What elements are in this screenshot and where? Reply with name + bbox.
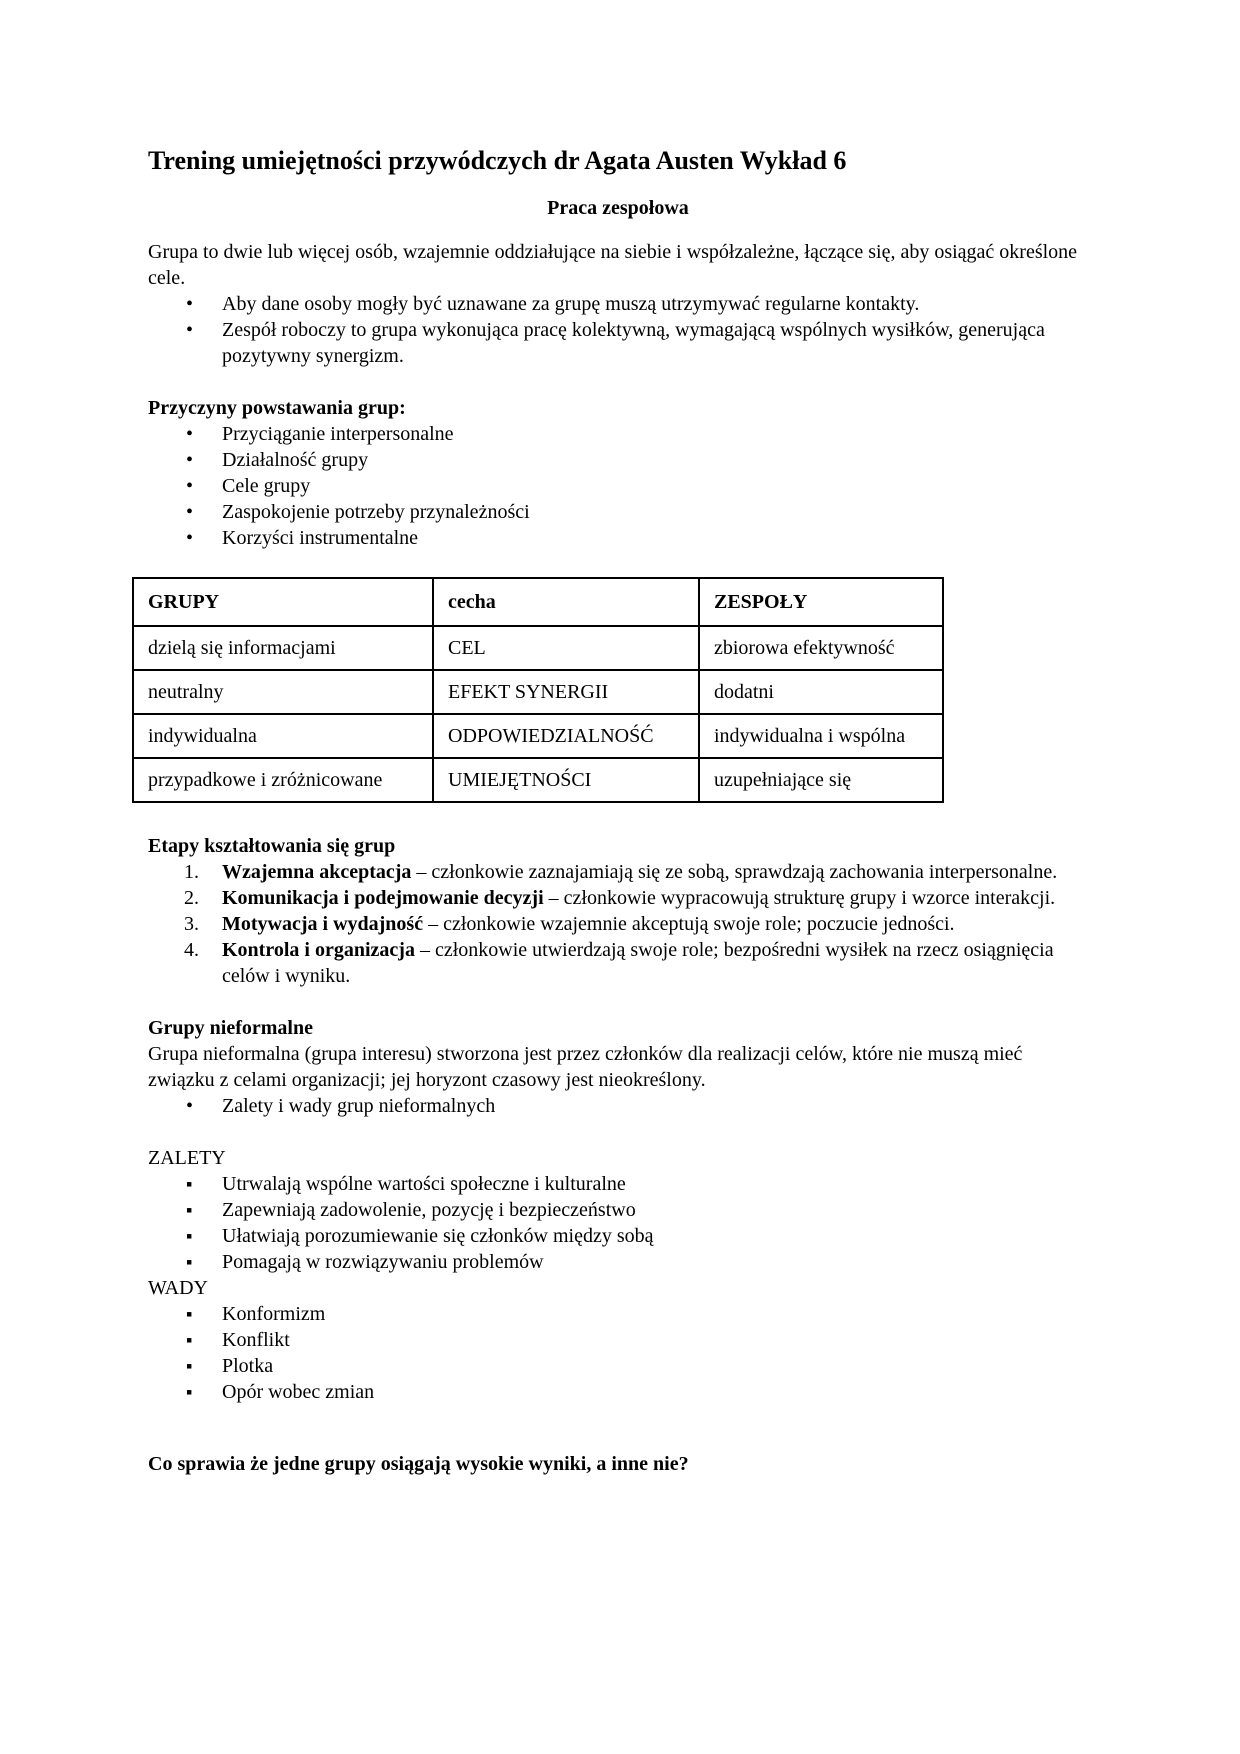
list-item: • Aby dane osoby mogły być uznawane za grupę muszą utrzymywać regularne kontakty. xyxy=(148,291,1088,317)
stage-term: Motywacja i wydajność xyxy=(222,913,424,935)
stage-term: Kontrola i organizacja xyxy=(222,939,415,961)
table-cell: dodatni xyxy=(699,670,943,714)
table-cell: uzupełniające się xyxy=(699,758,943,802)
intro-paragraph: Grupa to dwie lub więcej osób, wzajemnie oddziałujące na siebie i współzależne, łączące się, aby osiągać określone cele. xyxy=(148,241,1078,289)
table-cell: ODPOWIEDZIALNOŚĆ xyxy=(433,714,699,758)
list-item: • Korzyści instrumentalne xyxy=(148,525,1088,551)
stage-description: – członkowie zaznajamiają się ze sobą, sprawdzają zachowania interpersonalne. xyxy=(411,861,1058,883)
table-cell: dzielą się informacjami xyxy=(133,626,433,670)
table-cell: neutralny xyxy=(133,670,433,714)
list-number: 4. xyxy=(184,939,199,961)
list-item: ▪ Ułatwiają porozumiewanie się członków między sobą xyxy=(148,1223,1088,1249)
table-cell: indywidualna i wspólna xyxy=(699,714,943,758)
list-item: • Zaspokojenie potrzeby przynależności xyxy=(148,499,1088,525)
stage-description: – członkowie wypracowują strukturę grupy i wzorce interakcji. xyxy=(543,887,1056,909)
list-item: • Przyciąganie interpersonalne xyxy=(148,421,1088,447)
informal-bullet-list xyxy=(148,1093,1088,1119)
table-header-cell: cecha xyxy=(433,578,699,626)
list-number: 2. xyxy=(184,887,199,909)
causes-heading: Przyczyny powstawania grup: xyxy=(148,397,406,419)
stage-term: Wzajemna akceptacja xyxy=(222,861,412,883)
pros-heading: ZALETY xyxy=(148,1147,226,1169)
pros-list xyxy=(148,1171,1088,1275)
list-item xyxy=(148,859,1088,885)
table-cell: zbiorowa efektywność xyxy=(699,626,943,670)
document-subtitle: Praca zespołowa xyxy=(547,197,689,219)
cons-heading: WADY xyxy=(148,1277,208,1299)
list-item: • Cele grupy xyxy=(148,473,1088,499)
cons-list xyxy=(148,1301,1088,1405)
list-item: • Zalety i wady grup nieformalnych xyxy=(148,1093,1088,1119)
list-item xyxy=(148,885,1088,911)
table-header-row xyxy=(133,578,943,626)
closing-question: Co sprawia że jedne grupy osiągają wysokie wyniki, a inne nie? xyxy=(148,1453,689,1475)
list-item: ▪ Opór wobec zmian xyxy=(148,1379,1088,1405)
document-page xyxy=(148,145,1088,1477)
stage-description: – członkowie utwierdzają swoje role; bezpośredni wysiłek na rzecz osiągnięcia celów i wyniku. xyxy=(222,939,1054,987)
comparison-table xyxy=(132,577,944,803)
table-header-cell: ZESPOŁY xyxy=(699,578,943,626)
stage-term: Komunikacja i podejmowanie decyzji xyxy=(222,887,544,909)
informal-heading: Grupy nieformalne xyxy=(148,1017,313,1039)
causes-list xyxy=(148,421,1088,551)
list-item: ▪ Plotka xyxy=(148,1353,1088,1379)
list-item xyxy=(148,911,1088,937)
table-cell: UMIEJĘTNOŚCI xyxy=(433,758,699,802)
list-item: ▪ Utrwalają wspólne wartości społeczne i kulturalne xyxy=(148,1171,1088,1197)
table-cell: przypadkowe i zróżnicowane xyxy=(133,758,433,802)
informal-paragraph: Grupa nieformalna (grupa interesu) stworzona jest przez członków dla realizacji celów, które nie muszą mieć związku z celami organizacji; jej horyzont czasowy jest nieokreślony. xyxy=(148,1043,1023,1091)
table-row xyxy=(133,714,943,758)
table-cell: CEL xyxy=(433,626,699,670)
list-number: 3. xyxy=(184,913,199,935)
list-number: 1. xyxy=(184,861,199,883)
intro-bullet-list xyxy=(148,291,1088,369)
list-item: • Zespół roboczy to grupa wykonująca pracę kolektywną, wymagającą wspólnych wysiłków, generująca pozytywny synergizm. xyxy=(148,317,1088,369)
list-item: ▪ Pomagają w rozwiązywaniu problemów xyxy=(148,1249,1088,1275)
document-title: Trening umiejętności przywódczych dr Agata Austen Wykład 6 xyxy=(148,146,847,175)
list-item: ▪ Konformizm xyxy=(148,1301,1088,1327)
stages-list xyxy=(148,859,1088,989)
list-item: ▪ Konflikt xyxy=(148,1327,1088,1353)
table-row xyxy=(133,670,943,714)
list-item xyxy=(148,937,1088,989)
list-item: • Działalność grupy xyxy=(148,447,1088,473)
list-item: ▪ Zapewniają zadowolenie, pozycję i bezpieczeństwo xyxy=(148,1197,1088,1223)
table-row xyxy=(133,758,943,802)
table-header-cell: GRUPY xyxy=(133,578,433,626)
table-cell: EFEKT SYNERGII xyxy=(433,670,699,714)
table-cell: indywidualna xyxy=(133,714,433,758)
stage-description: – członkowie wzajemnie akceptują swoje role; poczucie jedności. xyxy=(423,913,955,935)
table-row xyxy=(133,626,943,670)
stages-heading: Etapy kształtowania się grup xyxy=(148,835,396,857)
